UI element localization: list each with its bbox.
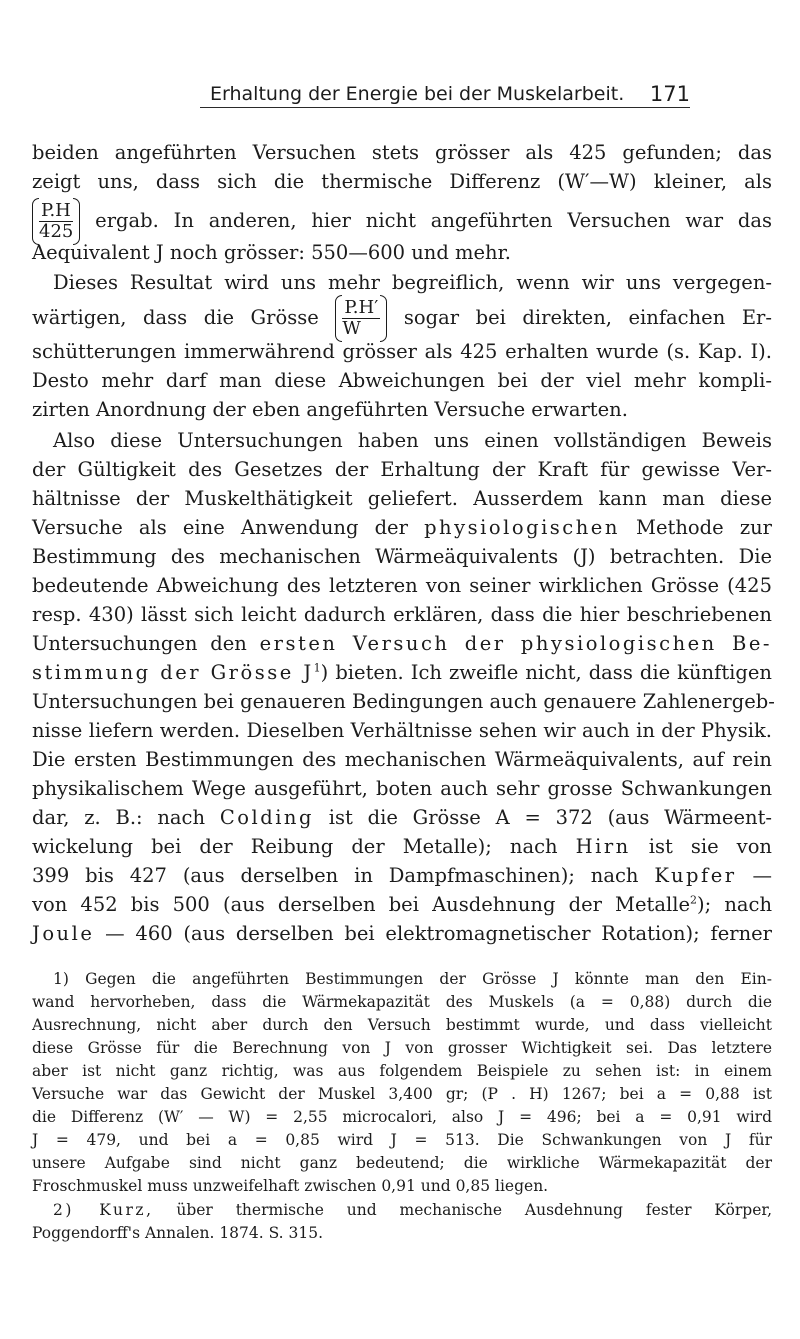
fraction-numerator: P.H bbox=[39, 202, 73, 222]
text-segment: von 452 bis 500 (aus derselben bei Ausdehnung der Metalle bbox=[32, 893, 691, 916]
spaced-term: ersten Versuch der physiologischen Be- bbox=[259, 632, 772, 655]
footnote-line bbox=[32, 1200, 772, 1221]
running-title: Erhaltung der Energie bei der Muskelarbeit. bbox=[210, 83, 625, 105]
footnote-line: diese Grösse für die Berechnung von J von grosser Wichtigkeit sei. Das letztere bbox=[32, 1039, 772, 1057]
spaced-name: Joule bbox=[32, 922, 95, 945]
text-line bbox=[32, 660, 772, 686]
text-line: Also diese Untersuchungen haben uns einen vollständigen Beweis bbox=[53, 429, 772, 452]
text-segment: wickelung bei der Reibung der Metalle); nach bbox=[32, 835, 576, 858]
fraction-ph-425 bbox=[32, 202, 80, 241]
spaced-term: stimmung der Grösse J bbox=[32, 661, 314, 684]
fraction-ph-w bbox=[335, 299, 387, 338]
text-line: Untersuchungen bei genaueren Bedingungen auch genauere Zahlenergeb- bbox=[32, 690, 775, 713]
footnote-line: Poggendorff's Annalen. 1874. S. 315. bbox=[32, 1224, 324, 1242]
running-header bbox=[200, 83, 690, 108]
text-line: nisse liefern werden. Dieselben Verhältnisse sehen wir auch in der Physik. bbox=[32, 719, 772, 742]
text-line: schütterungen immerwährend grösser als 425 erhalten wurde (s. Kap. I). bbox=[32, 340, 772, 363]
text-segment: Methode zur bbox=[619, 516, 772, 539]
text-line: zeigt uns, dass sich die thermische Differenz (W′—W) kleiner, als bbox=[32, 170, 772, 193]
text-line bbox=[32, 834, 772, 860]
text-line: zirten Anordnung der eben angeführten Versuche erwarten. bbox=[32, 398, 628, 421]
text-line bbox=[32, 199, 772, 243]
text-line: physikalischem Wege ausgeführt, boten auch sehr grosse Schwankungen bbox=[32, 777, 772, 800]
text-line: Bestimmung des mechanischen Wärmeäquivalents (J) betrachten. Die bbox=[32, 545, 772, 568]
text-segment: sogar bei direkten, einfachen Er- bbox=[387, 306, 772, 329]
footnote-line: Froschmuskel muss unzweifelhaft zwischen 0,91 und 0,85 liegen. bbox=[32, 1177, 549, 1195]
footnote-line: Versuche war das Gewicht der Muskel 3,400 gr; (P . H) 1267; bei a = 0,88 ist bbox=[32, 1085, 772, 1103]
text-line bbox=[32, 863, 772, 889]
spaced-name: Colding bbox=[219, 806, 314, 829]
text-line: Dieses Resultat wird uns mehr begreiflich, wenn wir uns vergegen- bbox=[53, 271, 772, 294]
text-line bbox=[32, 631, 772, 657]
text-line: Desto mehr darf man diese Abweichungen bei der viel mehr kompli- bbox=[32, 369, 772, 392]
text-segment: ist sie von bbox=[630, 835, 772, 858]
footnote-line: 1) Gegen die angeführten Bestimmungen der Grösse J könnte man den Ein- bbox=[53, 970, 772, 988]
text-segment: ) bieten. Ich zweifle nicht, dass die künftigen bbox=[320, 661, 772, 684]
page-number: 171 bbox=[649, 82, 690, 106]
fraction-denominator: W bbox=[342, 318, 361, 339]
fraction-denominator: 425 bbox=[39, 221, 74, 242]
text-line bbox=[32, 805, 772, 831]
text-line: Die ersten Bestimmungen des mechanischen Wärmeäquivalents, auf rein bbox=[32, 748, 772, 771]
footnote-line: die Differenz (W′ — W) = 2,55 microcalori, also J = 496; bei a = 0,91 wird bbox=[32, 1108, 772, 1126]
text-segment: Untersuchungen den bbox=[32, 632, 260, 655]
text-segment: ist die Grösse A = 372 (aus Wärmeent- bbox=[313, 806, 772, 829]
spaced-name: Kupfer bbox=[654, 864, 737, 887]
spaced-term: physiologischen bbox=[424, 516, 620, 539]
text-line: resp. 430) lässt sich leicht dadurch erklären, dass die hier beschriebenen bbox=[32, 603, 772, 626]
text-segment: 399 bis 427 (aus derselben in Dampfmaschinen); nach bbox=[32, 864, 655, 887]
text-segment: — bbox=[736, 864, 772, 887]
footnote-line: wand hervorheben, dass die Wärmekapazität des Muskels (a = 0,88) durch die bbox=[32, 993, 772, 1011]
text-segment: über thermische und mechanische Ausdehnung fester Körper, bbox=[153, 1201, 773, 1219]
text-line bbox=[32, 921, 772, 947]
text-segment: Versuche als eine Anwendung der bbox=[32, 516, 425, 539]
text-segment: wärtigen, dass die Grösse bbox=[32, 306, 336, 329]
text-line: hältnisse der Muskelthätigkeit geliefert. Ausserdem kann man diese bbox=[32, 487, 772, 510]
footnote-line: J = 479, und bei a = 0,85 wird J = 513. Die Schwankungen von J für bbox=[32, 1131, 772, 1149]
spaced-name: Hirn bbox=[575, 835, 631, 858]
text-line: beiden angeführten Versuchen stets grösser als 425 gefunden; das bbox=[32, 141, 772, 164]
text-segment: dar, z. B.: nach bbox=[32, 806, 220, 829]
text-segment: ); nach bbox=[697, 893, 773, 916]
footnote-ref: 1 bbox=[313, 661, 321, 675]
footnote-line: aber ist nicht ganz richtig, was aus folgendem Beispiele zu sehen ist: in einem bbox=[32, 1062, 772, 1080]
text-line bbox=[32, 892, 772, 918]
footnote-line: Ausrechnung, nicht aber durch den Versuch bestimmt wurde, und dass vielleicht bbox=[32, 1016, 772, 1034]
text-segment: ergab. In anderen, hier nicht angeführten Versuchen war das bbox=[80, 209, 772, 232]
text-line: Aequivalent J noch grösser: 550—600 und mehr. bbox=[32, 241, 511, 264]
text-line bbox=[32, 296, 772, 340]
footnote-ref: 2 bbox=[690, 893, 698, 907]
text-segment: — 460 (aus derselben bei elektromagnetischer Rotation); ferner bbox=[94, 922, 772, 945]
spaced-name: 2) Kurz, bbox=[53, 1201, 154, 1219]
fraction-numerator: P.H′ bbox=[344, 297, 379, 318]
text-line bbox=[32, 515, 772, 541]
text-line: bedeutende Abweichung des letzteren von seiner wirklichen Grösse (425 bbox=[32, 574, 772, 597]
text-line: der Gültigkeit des Gesetzes der Erhaltung der Kraft für gewisse Ver- bbox=[32, 458, 772, 481]
footnote-line: unsere Aufgabe sind nicht ganz bedeutend; die wirkliche Wärmekapazität der bbox=[32, 1154, 772, 1172]
